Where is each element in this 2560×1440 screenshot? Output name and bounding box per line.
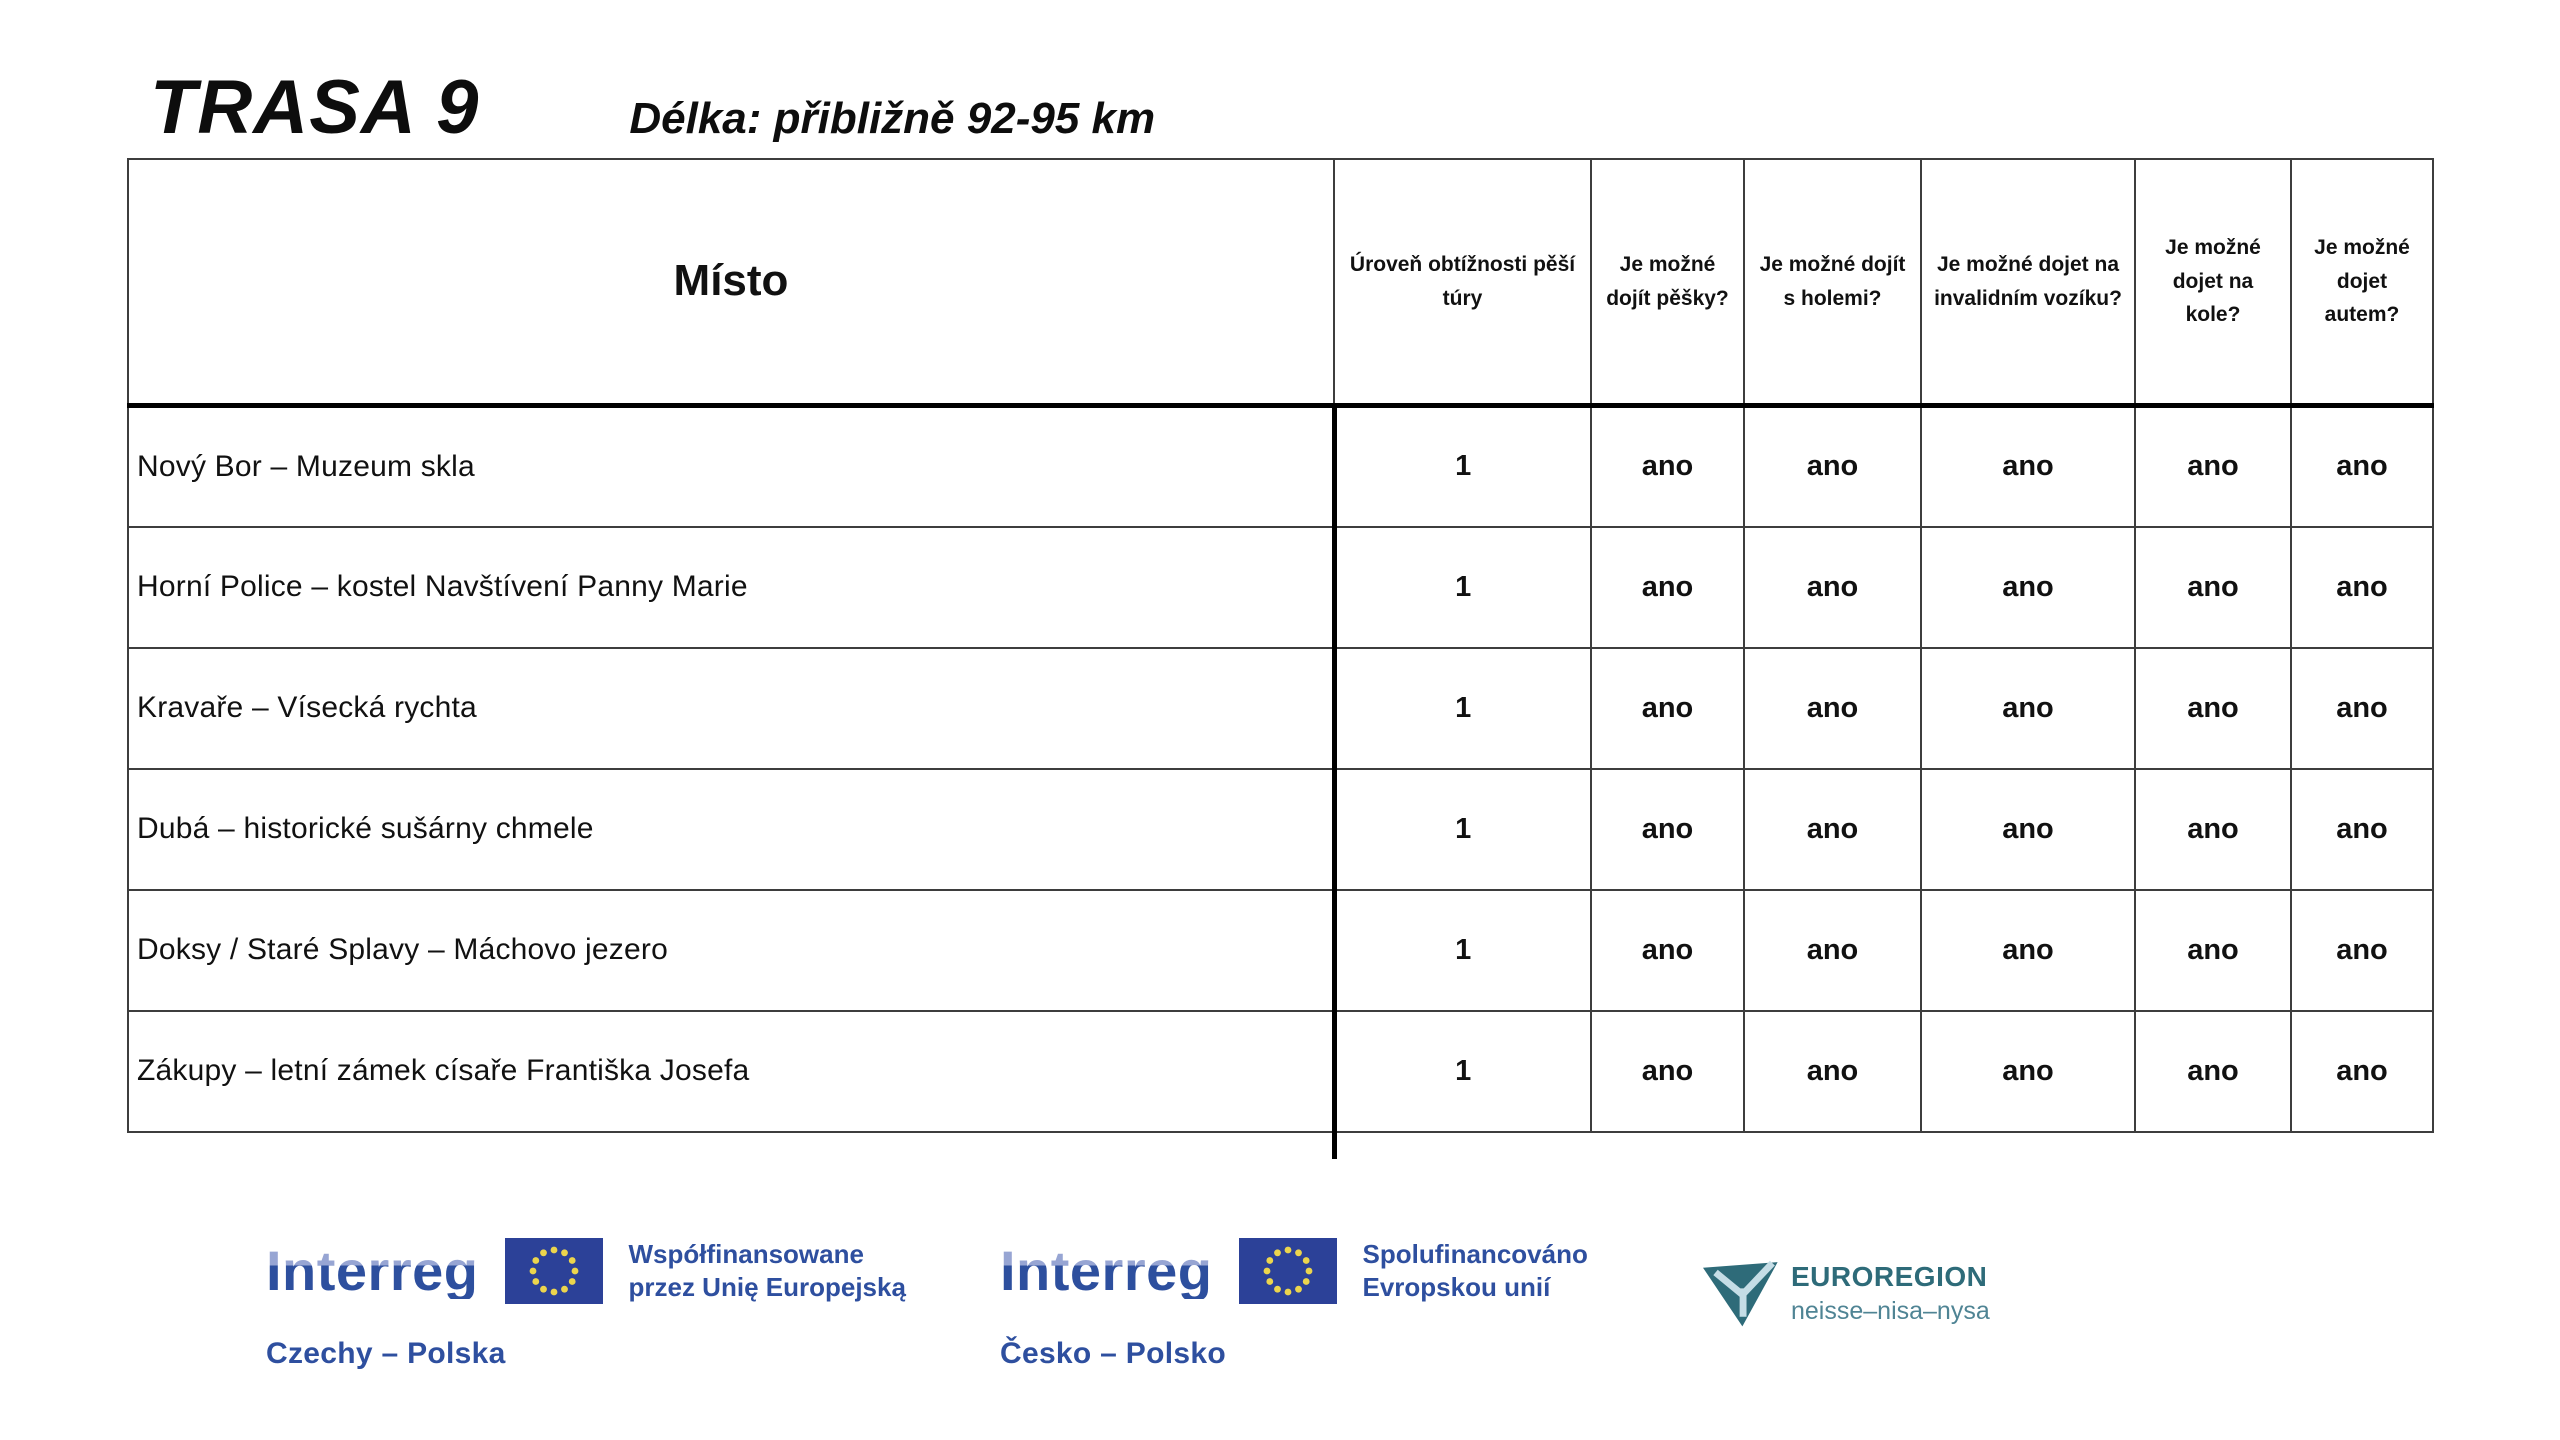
interreg-cz-logo-row	[1000, 1238, 1588, 1305]
interreg-wordmark: Interreg	[266, 1239, 479, 1303]
place-cell: Horní Police – kostel Navštívení Panny Marie	[128, 527, 1334, 648]
availability-cell: ano	[2135, 527, 2291, 648]
euroregion-name: EUROREGION	[1791, 1261, 1988, 1292]
availability-cell: ano	[1591, 890, 1744, 1011]
availability-cell: ano	[1744, 769, 1921, 890]
table-border-tail	[1332, 1133, 1337, 1159]
availability-cell: ano	[2291, 648, 2433, 769]
availability-cell: ano	[1921, 769, 2135, 890]
difficulty-cell: 1	[1334, 1011, 1591, 1132]
availability-cell: ano	[1744, 527, 1921, 648]
availability-cell: ano	[1921, 1011, 2135, 1132]
table-row	[128, 769, 2433, 890]
difficulty-cell: 1	[1334, 890, 1591, 1011]
place-cell: Doksy / Staré Splavy – Máchovo jezero	[128, 890, 1334, 1011]
table-body	[128, 406, 2433, 1132]
program-label-cz: Česko – Polsko	[1000, 1336, 1226, 1370]
availability-cell: ano	[2291, 406, 2433, 527]
interreg-pl-logo-group	[266, 1238, 906, 1371]
euroregion-text-block	[1791, 1260, 1990, 1326]
availability-cell: ano	[2291, 769, 2433, 890]
funding-line2: Evropskou unií	[1362, 1272, 1551, 1303]
availability-cell: ano	[1921, 527, 2135, 648]
interreg-wordmark: Interreg	[1000, 1239, 1213, 1303]
page-title: TRASA 9	[150, 65, 480, 150]
availability-cell: ano	[1921, 890, 2135, 1011]
route-accessibility-table	[127, 158, 2434, 1133]
funding-line1: Spolufinancováno	[1362, 1239, 1588, 1269]
column-header-car: Je možné dojet autem?	[2291, 159, 2433, 406]
availability-cell: ano	[2135, 406, 2291, 527]
table-row	[128, 527, 2433, 648]
funding-line2: przez Unię Europejską	[628, 1272, 906, 1303]
column-header-with-poles: Je možné dojít s holemi?	[1744, 159, 1921, 406]
column-header-on-foot: Je možné dojít pěšky?	[1591, 159, 1744, 406]
column-header-difficulty: Úroveň obtížnosti pěší túry	[1334, 159, 1591, 406]
eu-flag-icon	[505, 1238, 603, 1304]
eu-flag-icon	[1239, 1238, 1337, 1304]
column-header-bike: Je možné dojet na kole?	[2135, 159, 2291, 406]
table-header	[128, 159, 2433, 406]
difficulty-cell: 1	[1334, 406, 1591, 527]
difficulty-cell: 1	[1334, 769, 1591, 890]
table-row	[128, 648, 2433, 769]
availability-cell: ano	[2135, 1011, 2291, 1132]
availability-cell: ano	[1744, 1011, 1921, 1132]
availability-cell: ano	[2291, 1011, 2433, 1132]
table-header-row	[128, 159, 2433, 406]
euroregion-logo-group	[1703, 1260, 1990, 1330]
program-label-pl: Czechy – Polska	[266, 1336, 506, 1370]
availability-cell: ano	[1591, 769, 1744, 890]
availability-cell: ano	[1591, 527, 1744, 648]
availability-cell: ano	[2135, 890, 2291, 1011]
availability-cell: ano	[2135, 769, 2291, 890]
table-row	[128, 406, 2433, 527]
difficulty-cell: 1	[1334, 648, 1591, 769]
column-header-place: Místo	[128, 159, 1334, 406]
availability-cell: ano	[1591, 648, 1744, 769]
place-cell: Nový Bor – Muzeum skla	[128, 406, 1334, 527]
eu-funding-statement	[629, 1238, 906, 1305]
place-cell: Zákupy – letní zámek císaře Františka Josefa	[128, 1011, 1334, 1132]
availability-cell: ano	[1744, 406, 1921, 527]
euroregion-subtitle: neisse–nisa–nysa	[1791, 1296, 1990, 1325]
interreg-pl-logo-row	[266, 1238, 906, 1305]
availability-cell: ano	[1921, 406, 2135, 527]
availability-cell: ano	[1591, 406, 1744, 527]
table-row	[128, 890, 2433, 1011]
availability-cell: ano	[2291, 527, 2433, 648]
table-row	[128, 1011, 2433, 1132]
euroregion-triangle-icon	[1703, 1260, 1779, 1330]
availability-cell: ano	[1744, 890, 1921, 1011]
difficulty-cell: 1	[1334, 527, 1591, 648]
availability-cell: ano	[1591, 1011, 1744, 1132]
availability-cell: ano	[1921, 648, 2135, 769]
place-cell: Kravaře – Vísecká rychta	[128, 648, 1334, 769]
interreg-cz-logo-group	[1000, 1238, 1588, 1371]
availability-cell: ano	[2135, 648, 2291, 769]
eu-funding-statement	[1363, 1238, 1588, 1305]
funding-line1: Współfinansowane	[628, 1239, 864, 1269]
availability-cell: ano	[2291, 890, 2433, 1011]
page-header	[150, 65, 1156, 150]
availability-cell: ano	[1744, 648, 1921, 769]
place-cell: Dubá – historické sušárny chmele	[128, 769, 1334, 890]
route-length-subtitle: Délka: přibližně 92-95 km	[629, 94, 1156, 143]
column-header-wheelchair: Je možné dojet na invalidním vozíku?	[1921, 159, 2135, 406]
